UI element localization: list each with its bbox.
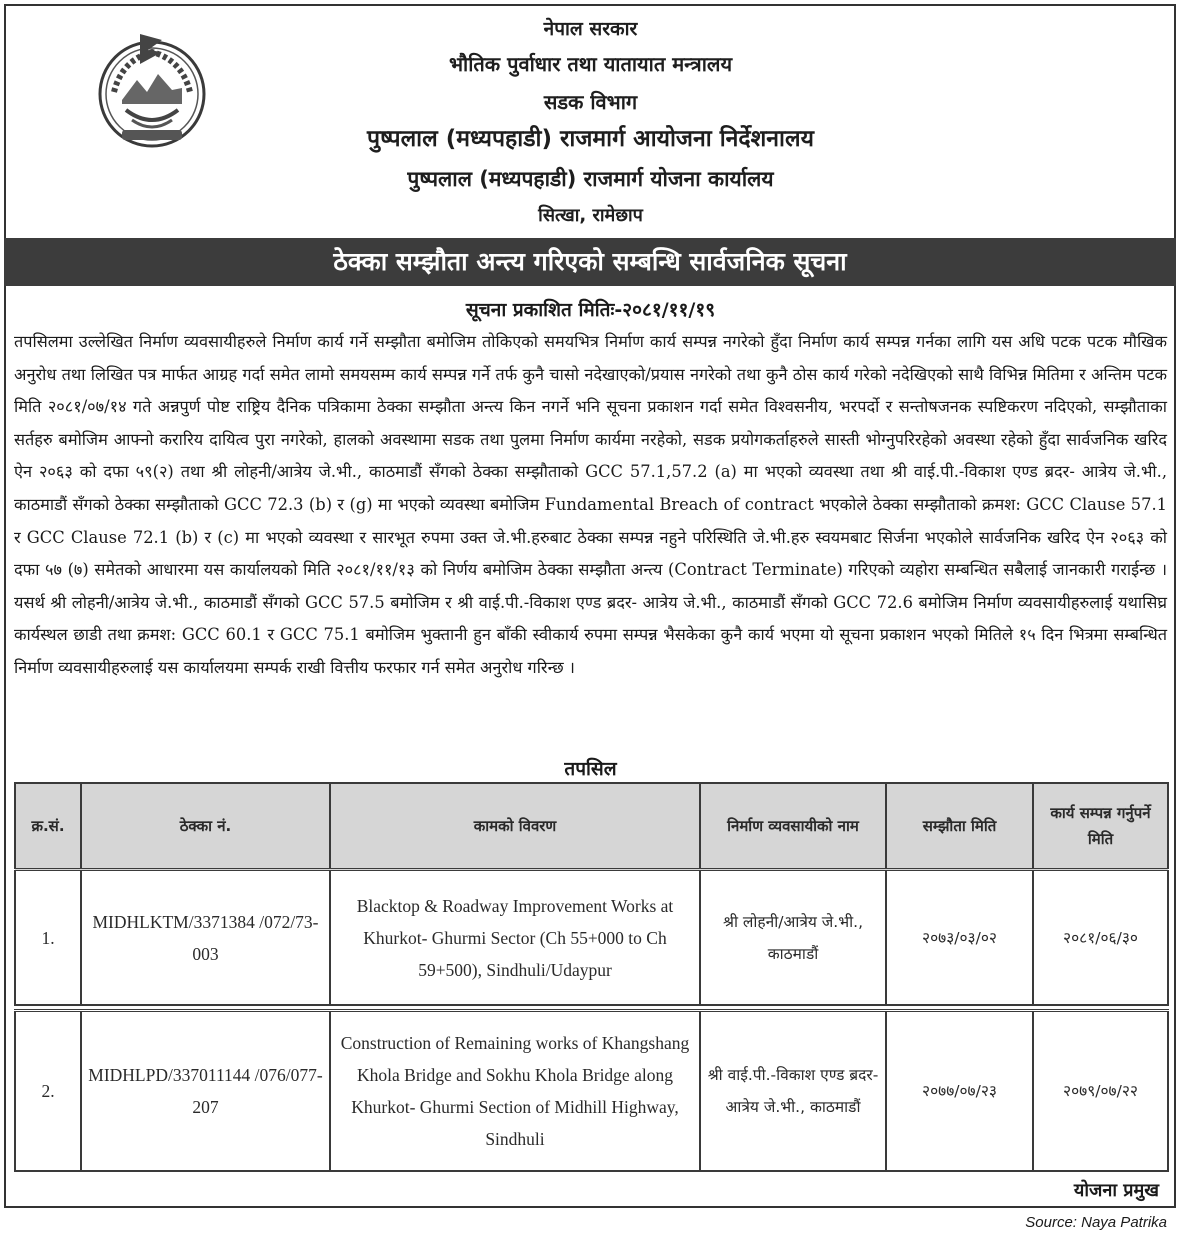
cell-completion-date: २०७९/०७/२२ <box>1033 1011 1168 1172</box>
cell-contractor: श्री वाई.पी.-विकाश एण्ड ब्रदर- आत्रेय जे.भी., काठमाडौं <box>700 1011 886 1172</box>
cell-agreement-date: २०७३/०३/०२ <box>886 870 1033 1006</box>
cell-description: Blacktop & Roadway Improvement Works at Khurkot- Ghurmi Sector (Ch 55+000 to Ch 59+500), Sindhuli/Udaypur <box>330 870 700 1006</box>
cell-contractor: श्री लोहनी/आत्रेय जे.भी., काठमाडौं <box>700 870 886 1006</box>
cell-contract-no: MIDHLPD/337011144 /076/077-207 <box>81 1011 330 1172</box>
cell-sn: 1. <box>15 870 81 1006</box>
cell-sn: 2. <box>15 1011 81 1172</box>
table-header-row <box>15 783 1168 870</box>
header-government: नेपाल सरकार <box>543 18 638 40</box>
cell-description: Construction of Remaining works of Khangshang Khola Bridge and Sokhu Khola Bridge along Khurkot- Ghurmi Section of Midhill Highway, Sindhuli <box>330 1011 700 1172</box>
cell-agreement-date: २०७७/०७/२३ <box>886 1011 1033 1172</box>
table-row <box>15 1011 1168 1172</box>
header-agreement-date: सम्झौता मिति <box>886 783 1033 870</box>
source-credit: Source: Naya Patrika <box>1025 1214 1167 1231</box>
header-office: पुष्पलाल (मध्यपहाडी) राजमार्ग योजना कार्यालय <box>407 167 774 191</box>
header-ministry: भौतिक पुर्वाधार तथा यातायात मन्त्रालय <box>448 52 733 76</box>
contracts-table <box>14 782 1169 1172</box>
table-title: तपसिल <box>564 758 617 780</box>
notice-title-banner: ठेक्का सम्झौता अन्त्य गरिएको सम्बन्धि सार्वजनिक सूचना <box>4 238 1176 286</box>
header-directorate: पुष्पलाल (मध्यपहाडी) राजमार्ग आयोजना निर्देशनालय <box>367 126 814 152</box>
header-description: कामको विवरण <box>330 783 700 870</box>
published-date: सूचना प्रकाशित मितिः-२०८१/११/१९ <box>465 299 716 321</box>
cell-contract-no: MIDHLKTM/3371384 /072/73-003 <box>81 870 330 1006</box>
cell-completion-date: २०८१/०६/३० <box>1033 870 1168 1006</box>
header-contract-no: ठेक्का नं. <box>81 783 330 870</box>
header-completion-date: कार्य सम्पन्न गर्नुपर्ने मिति <box>1033 783 1168 870</box>
header-department: सडक विभाग <box>543 90 638 114</box>
notice-body: तपसिलमा उल्लेखित निर्माण व्यवसायीहरुले निर्माण कार्य गर्ने सम्झौता बमोजिम तोकिएको समयभित्र निर्माण कार्य सम्पन्न नगरेको हुँदा निर्माण कार्य सम्पन्न गर्नका लागि यस अधि पटक पटक मौखिक अनुरोध तथा लिखित पत्र मार्फत आग्रह गर्दा समेत लामो समयसम्म कार्य सम्पन्न गर्ने तर्फ कुनै चासो नदेखाएको/प्रयास नगरेको तथा कुनै ठोस कार्य गरेको नदेखिएको साथै विभिन्न मितिमा र अन्तिम पटक मिति २०८१/०७/१४ गते अन्नपुर्ण पोष्ट राष्ट्रिय दैनिक पत्रिकामा ठेक्का सम्झौता अन्त्य किन नगर्ने भनि सूचना प्रकाशन गर्दा समेत विश्वसनीय, भरपर्दो र सन्तोषजनक स्पष्टिकरण नदिएको, सम्झौताका सर्तहरु बमोजिम आफ्नो करारिय दायित्व पुरा नगरेको, हालको अवस्थामा सडक तथा पुलमा निर्माण कार्यमा नरहेको, सडक प्रयोगकर्ताहरुले सास्ती भोग्नुपरिरहेको अवस्था रहेको हुँदा सार्वजनिक खरिद ऐन २०६३ को दफा ५९(२) तथा श्री लोहनी/आत्रेय जे.भी., काठमाडौं सँगको ठेक्का सम्झौताको GCC 57.1,57.2 (a) मा भएको व्यवस्था तथा श्री वाई.पी.-विकाश एण्ड ब्रदर- आत्रेय जे.भी., काठमाडौं सँगको ठेक्का सम्झौताको GCC 72.3 (b) र (g) मा भएको व्यवस्था बमोजिम Fundamental Breach of contract भएकोले ठेक्का सम्झौताको क्रमश: GCC Clause 57.1 र GCC Clause 72.1 (b) र (c) मा भएको व्यवस्था र सारभूत रुपमा उक्त जे.भी.हरुबाट ठेक्का सम्पन्न नहुने परिस्थिति जे.भी.हरु स्वयमबाट सिर्जना भएकोले सार्वजनिक खरिद ऐन २०६३ को दफा ५७ (७) समेतको आधारमा यस कार्यालयको मिति २०८१/११/१३ को निर्णय बमोजिम ठेक्का सम्झौता अन्त्य (Contract Terminate) गरिएको व्यहोरा सम्बन्धित सबैलाई जानकारी गराईन्छ । यसर्थ श्री लोहनी/आत्रेय जे.भी., काठमाडौं सँगको GCC 57.5 बमोजिम र श्री वाई.पी.-विकाश एण्ड ब्रदर- आत्रेय जे.भी., काठमाडौं सँगको GCC 72.6 बमोजिम निर्माण व्यवसायीहरुलाई यथासिघ्र कार्यस्थल छाडी तथा क्रमश: GCC 60.1 र GCC 75.1 बमोजिम भुक्तानी हुन बाँकी स्वीकार्य रुपमा सम्पन्न भैसकेका कुनै कार्य भएमा यो सूचना प्रकाशन भएको मितिले १५ दिन भित्रमा सम्बन्धित निर्माण व्यवसायीहरुलाई यस कार्यालयमा सम्पर्क राखी वित्तीय फरफार गर्न समेत अनुरोध गरिन्छ । <box>14 332 1167 677</box>
signer-title: योजना प्रमुख <box>1073 1180 1159 1201</box>
table-row <box>15 870 1168 1006</box>
header-contractor: निर्माण व्यवसायीको नाम <box>700 783 886 870</box>
header-sn: क्र.सं. <box>15 783 81 870</box>
header-location: सित्खा, रामेछाप <box>538 205 643 226</box>
